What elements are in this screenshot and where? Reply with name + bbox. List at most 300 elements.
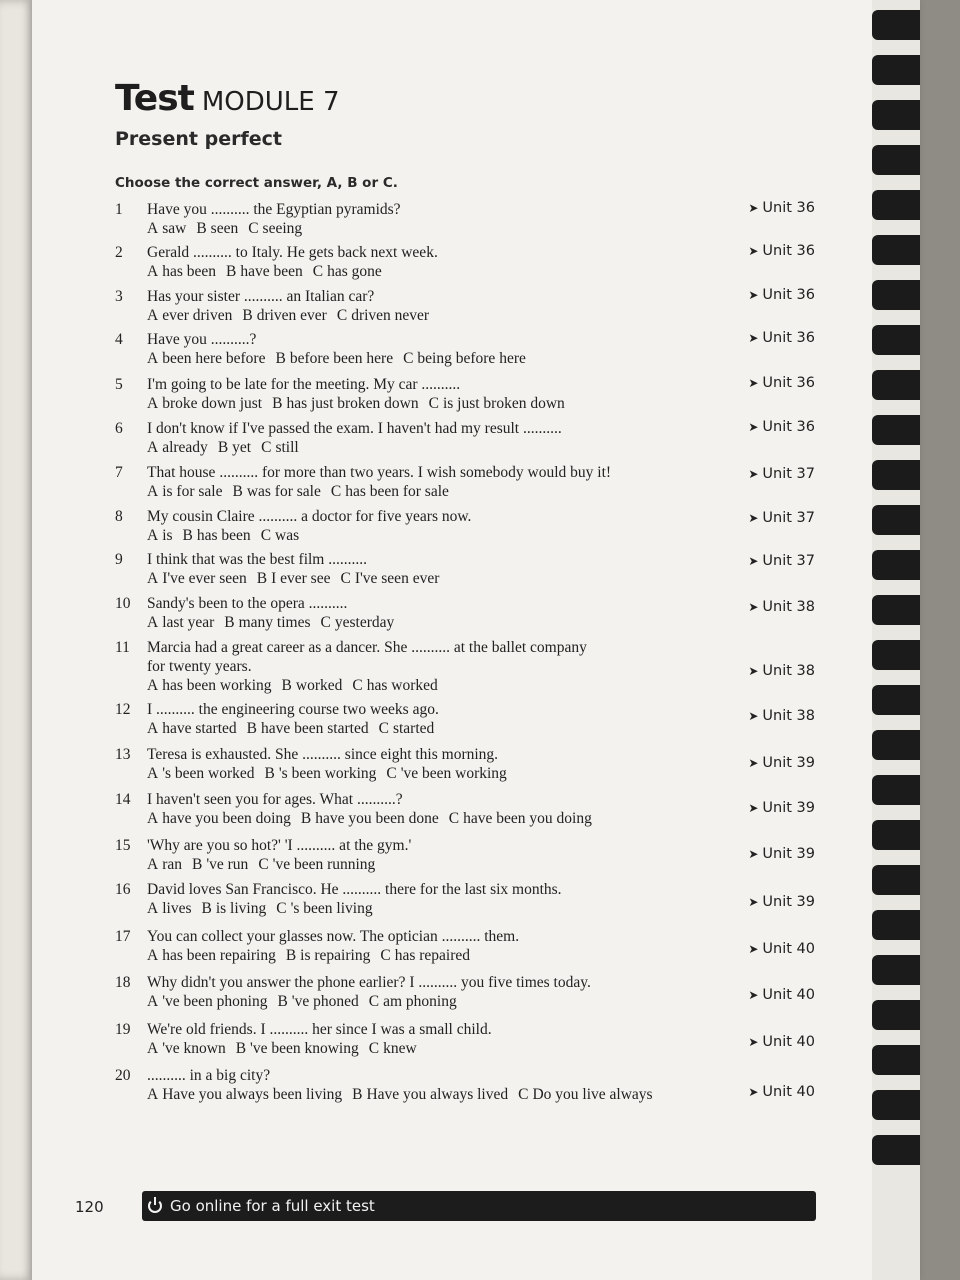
question-item [115,243,815,281]
unit-label: Unit 39 [762,755,815,771]
spiral-ring [872,460,920,490]
unit-label: Unit 40 [762,941,815,957]
question-text: I .......... the engineering course two weeks ago. [147,701,439,718]
question-stem-continued [115,657,815,676]
question-text: David loves San Francisco. He .......... there for the last six months. [147,881,562,898]
question-number: 7 [115,464,123,481]
option-text: seeing [262,220,303,237]
unit-reference [748,941,815,957]
answer-option[interactable] [236,1040,359,1057]
option-text: driven never [351,307,430,324]
answer-option[interactable] [275,350,393,367]
arrow-icon: ➤ [748,420,759,434]
answer-options [115,482,815,501]
option-text: before been here [289,350,394,367]
unit-reference [748,755,815,771]
answer-option[interactable] [429,395,565,412]
option-letter: A [147,263,159,280]
answer-option[interactable] [277,993,358,1010]
answer-option[interactable] [147,947,276,964]
answer-option[interactable] [282,677,343,694]
question-item [115,594,815,632]
option-text: has repaired [394,947,470,964]
question-number: 2 [115,244,123,261]
option-letter: B [201,900,212,917]
option-letter: C [330,483,342,500]
unit-label: Unit 36 [762,287,815,303]
option-letter: B [242,307,253,324]
option-text: yet [232,439,252,456]
answer-option[interactable] [313,263,382,280]
option-letter: B [264,765,275,782]
option-letter: A [147,856,159,873]
page-number: 120 [75,1198,104,1216]
option-letter: A [147,395,159,412]
unit-reference [748,800,815,816]
option-letter: A [147,439,159,456]
spiral-ring [872,325,920,355]
answer-option[interactable] [321,614,395,631]
answer-option[interactable] [449,810,592,827]
option-letter: B [300,810,312,827]
answer-option[interactable] [147,395,262,412]
question-stem [115,287,815,306]
option-text: seen [210,220,239,237]
answer-option[interactable] [379,720,435,737]
spiral-ring [872,955,920,985]
answer-option[interactable] [147,677,272,694]
section-subtitle: Present perfect [115,128,282,150]
question-item [115,1066,815,1104]
answer-option[interactable] [147,810,291,827]
unit-label: Unit 37 [762,553,815,569]
answer-options [115,809,815,828]
option-text: driven ever [256,307,327,324]
spiral-ring [872,145,920,175]
option-text: was for sale [246,483,321,500]
question-text: Has your sister .......... an Italian car? [147,288,375,305]
answer-option[interactable] [276,900,372,917]
option-text: 've been working [400,765,507,782]
question-stem [115,1020,815,1039]
option-letter: C [403,350,414,367]
answer-option[interactable] [301,810,439,827]
option-text: is for sale [162,483,223,500]
answer-option[interactable] [247,720,369,737]
question-text: Have you .......... the Egyptian pyramids? [147,201,401,218]
answer-option[interactable] [403,350,526,367]
answer-options [115,394,815,413]
question-stem [115,927,815,946]
page-title [115,78,340,119]
question-stem [115,550,815,569]
unit-label: Unit 39 [762,800,815,816]
answer-option[interactable] [340,570,439,587]
arrow-icon: ➤ [748,847,759,861]
answer-options [115,946,815,965]
option-letter: A [147,307,159,324]
unit-label: Unit 38 [762,663,815,679]
option-letter: C [448,810,460,827]
question-number: 1 [115,201,123,218]
answer-option[interactable] [147,350,265,367]
question-number: 14 [115,791,131,808]
option-text: still [275,439,299,456]
question-item [115,463,815,501]
question-stem [115,973,815,992]
unit-label: Unit 36 [762,330,815,346]
question-number: 12 [115,701,131,718]
option-letter: B [226,263,237,280]
option-letter: A [147,483,159,500]
option-text: has been repairing [162,947,276,964]
question-stem [115,463,815,482]
spiral-ring [872,865,920,895]
answer-options [115,349,815,368]
unit-reference [748,510,815,526]
answer-option[interactable] [147,570,247,587]
question-item [115,973,815,1011]
spiral-ring [872,820,920,850]
unit-reference [748,243,815,259]
option-letter: C [261,439,272,456]
option-text: Do you live always [532,1086,653,1103]
option-letter: B [182,527,193,544]
question-stem [115,243,815,262]
answer-option[interactable] [196,220,238,237]
unit-reference [748,330,815,346]
option-letter: A [147,765,159,782]
question-stem [115,419,815,438]
question-text: You can collect your glasses now. The optician .......... them. [147,928,520,945]
answer-option[interactable] [265,765,377,782]
unit-reference [748,846,815,862]
option-letter: B [281,677,292,694]
spiral-ring [872,100,920,130]
option-text: is [162,527,173,544]
answer-option[interactable] [147,1040,226,1057]
answer-options [115,899,815,918]
option-letter: B [196,220,207,237]
option-letter: C [248,220,259,237]
option-letter: B [272,395,283,412]
arrow-icon: ➤ [748,201,759,215]
answer-option[interactable] [147,220,186,237]
unit-label: Unit 36 [762,419,815,435]
question-stem [115,880,815,899]
option-letter: A [147,677,159,694]
question-number: 17 [115,928,131,945]
arrow-icon: ➤ [748,467,759,481]
question-number: 19 [115,1021,131,1038]
question-stem [115,790,815,809]
spiral-ring [872,1090,920,1120]
answer-option[interactable] [183,527,251,544]
option-text: ran [162,856,182,873]
question-text: Have you ..........? [147,331,257,348]
question-item [115,419,815,457]
answer-option[interactable] [258,856,375,873]
option-text: has been [196,527,251,544]
option-text: already [162,439,208,456]
spiral-ring [872,415,920,445]
answer-option[interactable] [369,993,457,1010]
question-item [115,287,815,325]
arrow-icon: ➤ [748,288,759,302]
question-number: 10 [115,595,131,612]
option-letter: C [312,263,324,280]
answer-options [115,526,815,545]
question-number: 13 [115,746,131,763]
option-letter: B [275,350,286,367]
unit-label: Unit 37 [762,466,815,482]
question-text: I'm going to be late for the meeting. My car .......... [147,376,461,393]
answer-options [115,676,815,695]
question-text: I haven't seen you for ages. What ..........? [147,791,403,808]
unit-reference [748,287,815,303]
answer-option[interactable] [380,947,470,964]
option-letter: C [380,947,391,964]
option-letter: B [217,439,229,456]
answer-options [115,992,815,1011]
option-text: I've seen ever [354,570,440,587]
unit-reference [748,466,815,482]
unit-reference [748,419,815,435]
title-test: Test [115,78,194,119]
option-text: started [392,720,435,737]
arrow-icon: ➤ [748,801,759,815]
option-text: 've been knowing [250,1040,359,1057]
option-text: am phoning [383,993,457,1010]
option-text: 've been running [272,856,376,873]
unit-label: Unit 36 [762,243,815,259]
option-text: 've run [206,856,249,873]
answer-option[interactable] [192,856,248,873]
question-item [115,745,815,783]
option-text: has been [162,263,216,280]
question-number: 16 [115,881,131,898]
answer-options [115,262,815,281]
unit-label: Unit 37 [762,510,815,526]
option-letter: C [260,527,272,544]
answer-option[interactable] [331,483,449,500]
option-text: I've ever seen [162,570,247,587]
option-text: 've known [162,1040,226,1057]
option-letter: A [147,527,159,544]
answer-option[interactable] [369,1040,417,1057]
answer-options [115,219,815,238]
answer-option[interactable] [147,263,216,280]
answer-options [115,569,815,588]
spiral-ring [872,685,920,715]
option-letter: C [276,900,287,917]
spiral-ring [872,640,920,670]
option-text: is just broken down [442,395,565,412]
answer-option[interactable] [261,527,299,544]
option-letter: B [285,947,297,964]
answer-option[interactable] [224,614,310,631]
option-text: yesterday [334,614,395,631]
answer-option[interactable] [147,856,182,873]
question-item [115,880,815,918]
arrow-icon: ➤ [748,376,759,390]
answer-option[interactable] [248,220,302,237]
answer-options [115,306,815,325]
option-text: is repairing [300,947,371,964]
unit-reference [748,663,815,679]
option-letter: A [147,993,159,1010]
arrow-icon: ➤ [748,600,759,614]
question-item [115,927,815,965]
spiral-ring [872,190,920,220]
answer-option[interactable] [352,677,437,694]
spiral-ring [872,595,920,625]
arrow-icon: ➤ [748,664,759,678]
exit-test-banner[interactable] [142,1191,816,1221]
unit-label: Unit 38 [762,708,815,724]
answer-option[interactable] [147,1086,342,1103]
answer-option[interactable] [272,395,419,412]
question-item [115,638,815,695]
spiral-ring [872,370,920,400]
spiral-ring [872,55,920,85]
option-text: last year [162,614,215,631]
answer-option[interactable] [337,307,429,324]
question-number: 9 [115,551,123,568]
question-item [115,836,815,874]
unit-label: Unit 36 [762,375,815,391]
option-text: broke down just [162,395,263,412]
spiral-ring [872,775,920,805]
answer-option[interactable] [218,439,251,456]
answer-option[interactable] [147,439,208,456]
answer-option[interactable] [147,900,191,917]
option-text: have been [240,263,303,280]
answer-options [115,855,815,874]
spiral-ring [872,280,920,310]
question-number: 11 [115,639,130,656]
answer-option[interactable] [147,993,267,1010]
spiral-binding [872,0,920,1280]
answer-options [115,438,815,457]
answer-option[interactable] [257,570,331,587]
arrow-icon: ➤ [748,331,759,345]
question-text: .......... in a big city? [147,1067,271,1084]
option-text: knew [383,1040,417,1057]
banner-text: Go online for a full exit test [170,1197,375,1215]
arrow-icon: ➤ [748,244,759,258]
option-letter: C [368,1040,380,1057]
answer-option[interactable] [147,720,237,737]
question-item [115,330,815,368]
question-stem [115,745,815,764]
arrow-icon: ➤ [748,1085,759,1099]
option-text: 've been phoning [162,993,268,1010]
unit-label: Unit 39 [762,894,815,910]
option-letter: B [224,614,235,631]
title-module: MODULE 7 [201,87,340,117]
answer-option[interactable] [232,483,320,500]
answer-options [115,719,815,738]
question-text: I think that was the best film .......... [147,551,367,568]
option-text: is living [215,900,267,917]
power-icon [148,1199,162,1213]
option-text: 's been working [278,765,377,782]
option-letter: C [352,677,363,694]
option-text: have been started [261,720,369,737]
option-text: have started [162,720,237,737]
answer-option[interactable] [518,1086,652,1103]
question-stem [115,375,815,394]
option-text: worked [295,677,343,694]
answer-option[interactable] [147,527,173,544]
option-text: saw [162,220,187,237]
arrow-icon: ➤ [748,1035,759,1049]
question-item [115,507,815,545]
option-text: 's been living [290,900,373,917]
unit-reference [748,1084,815,1100]
option-text: being before here [417,350,526,367]
option-text: Have you always been living [162,1086,343,1103]
option-letter: C [258,856,269,873]
option-letter: C [428,395,439,412]
unit-label: Unit 38 [762,599,815,615]
option-letter: B [246,720,257,737]
answer-option[interactable] [201,900,266,917]
option-letter: A [147,810,159,827]
option-letter: A [147,220,159,237]
option-letter: A [147,570,159,587]
answer-option[interactable] [386,765,506,782]
option-letter: A [147,720,159,737]
question-item [115,790,815,828]
arrow-icon: ➤ [748,942,759,956]
answer-option[interactable] [242,307,327,324]
option-text: has worked [366,677,438,694]
answer-option[interactable] [147,307,232,324]
spiral-ring [872,1135,920,1165]
spiral-ring [872,550,920,580]
answer-option[interactable] [147,483,222,500]
answer-option[interactable] [226,263,303,280]
unit-label: Unit 36 [762,200,815,216]
answer-option[interactable] [352,1086,508,1103]
answer-option[interactable] [147,765,255,782]
question-stem [115,836,815,855]
question-text: My cousin Claire .......... a doctor for five years now. [147,508,472,525]
answer-option[interactable] [261,439,299,456]
spiral-ring [872,235,920,265]
unit-label: Unit 40 [762,987,815,1003]
question-text: for twenty years. [147,658,252,675]
answer-option[interactable] [147,614,214,631]
question-text: We're old friends. I .......... her since I was a small child. [147,1021,492,1038]
question-text: That house .......... for more than two years. I wish somebody would buy it! [147,464,612,481]
question-number: 5 [115,376,123,393]
spiral-ring [872,730,920,760]
answer-option[interactable] [286,947,371,964]
option-letter: B [192,856,203,873]
arrow-icon: ➤ [748,988,759,1002]
unit-label: Unit 40 [762,1084,815,1100]
instructions: Choose the correct answer, A, B or C. [115,175,398,191]
question-stem [115,594,815,613]
option-text: ever driven [162,307,233,324]
option-letter: A [147,1086,159,1103]
unit-reference [748,553,815,569]
question-number: 6 [115,420,123,437]
option-text: been here before [162,350,266,367]
